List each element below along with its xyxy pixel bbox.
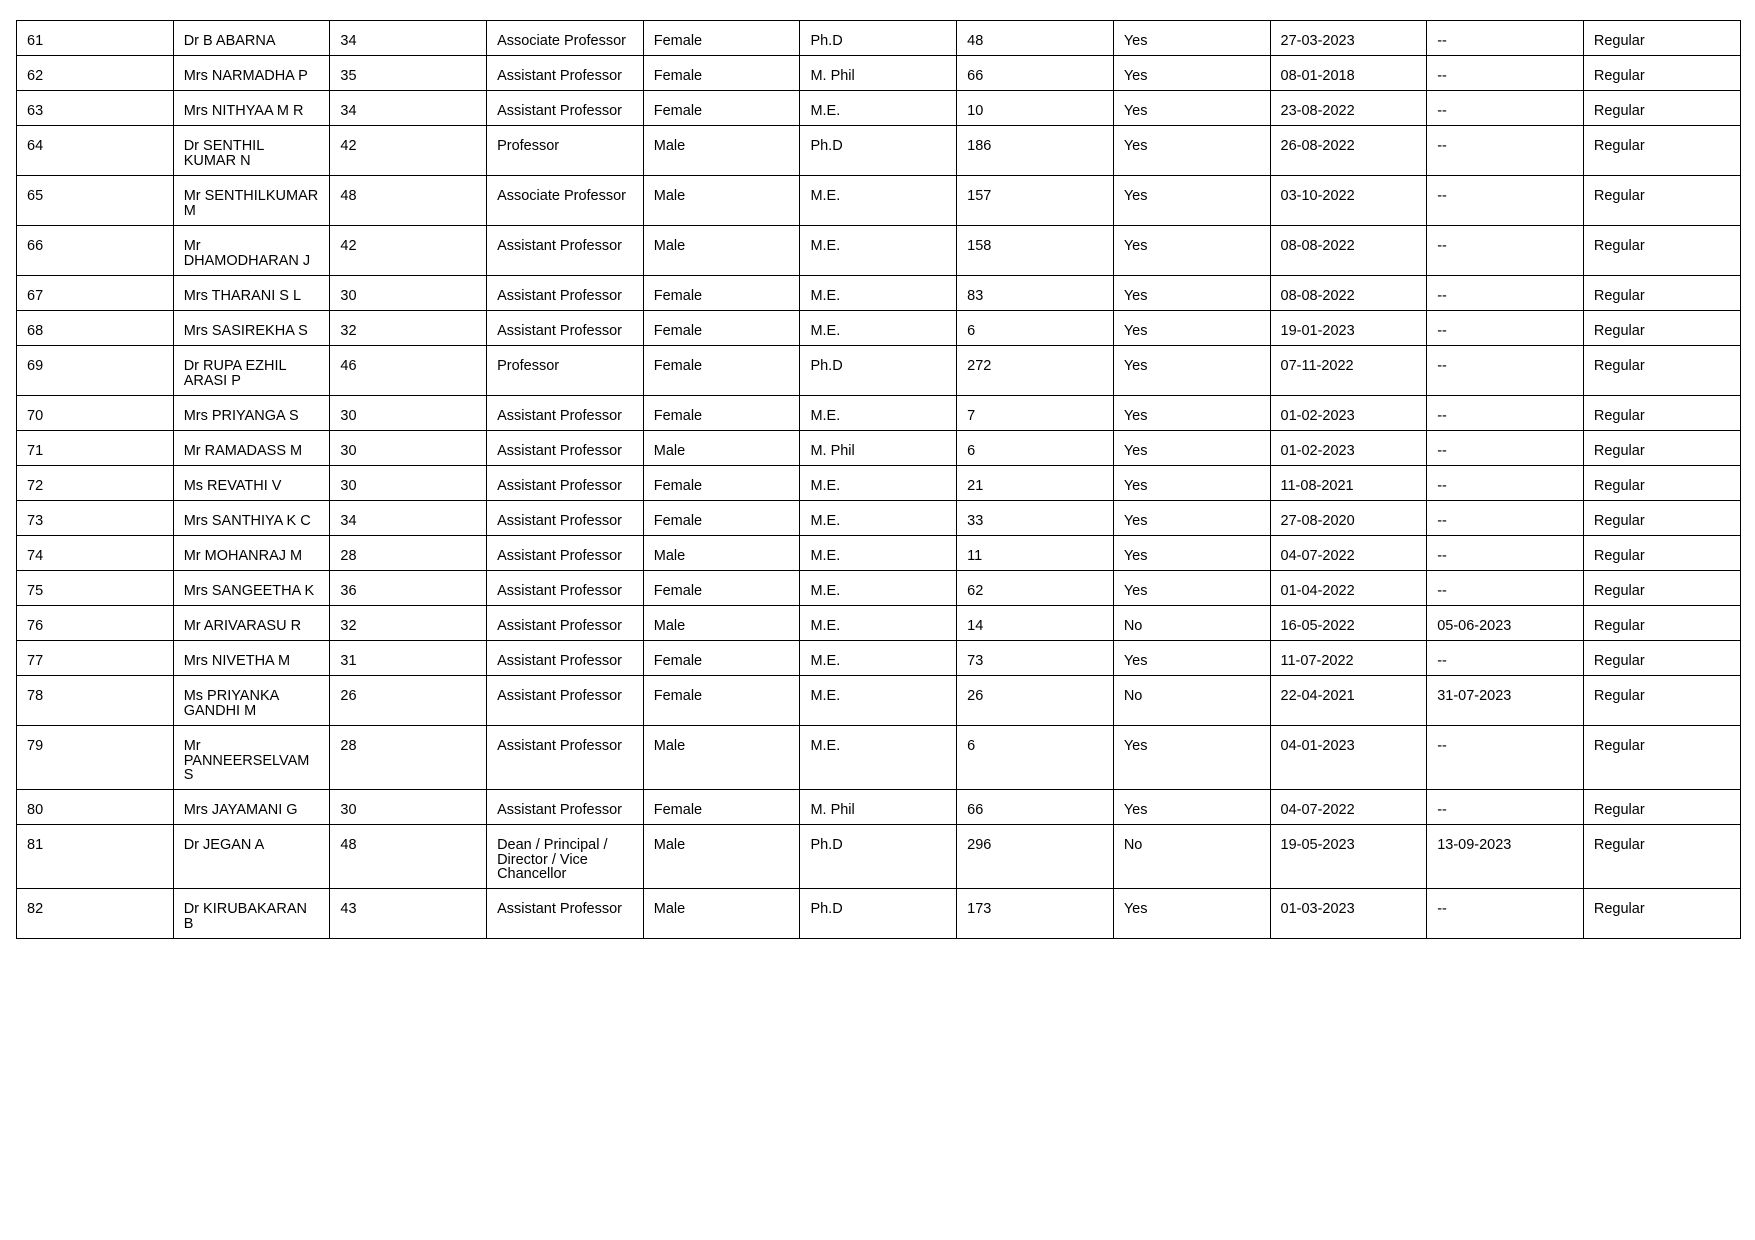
cell-currently-working: Yes	[1113, 501, 1270, 536]
cell-faculty-name: Dr JEGAN A	[173, 825, 330, 889]
cell-qualification: M. Phil	[800, 56, 957, 91]
cell-age: 43	[330, 889, 487, 939]
cell-designation: Associate Professor	[487, 21, 644, 56]
cell-age: 28	[330, 726, 487, 790]
cell-qualification: M.E.	[800, 466, 957, 501]
cell-serial-no: 62	[17, 56, 174, 91]
cell-joining-date: 08-08-2022	[1270, 226, 1427, 276]
table-row	[17, 536, 1741, 571]
cell-leaving-date: --	[1427, 176, 1584, 226]
cell-currently-working: Yes	[1113, 176, 1270, 226]
cell-designation: Assistant Professor	[487, 889, 644, 939]
cell-currently-working: Yes	[1113, 91, 1270, 126]
cell-experience-months: 10	[957, 91, 1114, 126]
cell-serial-no: 72	[17, 466, 174, 501]
cell-joining-date: 07-11-2022	[1270, 346, 1427, 396]
cell-experience-months: 7	[957, 396, 1114, 431]
cell-age: 48	[330, 176, 487, 226]
cell-currently-working: Yes	[1113, 641, 1270, 676]
cell-nature-of-association: Regular	[1583, 21, 1740, 56]
table-row	[17, 571, 1741, 606]
cell-qualification: M.E.	[800, 501, 957, 536]
cell-experience-months: 158	[957, 226, 1114, 276]
cell-age: 32	[330, 606, 487, 641]
cell-gender: Male	[643, 176, 800, 226]
cell-nature-of-association: Regular	[1583, 176, 1740, 226]
cell-gender: Female	[643, 21, 800, 56]
cell-gender: Female	[643, 676, 800, 726]
cell-faculty-name: Mr RAMADASS M	[173, 431, 330, 466]
cell-gender: Male	[643, 726, 800, 790]
cell-age: 36	[330, 571, 487, 606]
cell-experience-months: 33	[957, 501, 1114, 536]
cell-leaving-date: --	[1427, 126, 1584, 176]
cell-designation: Assistant Professor	[487, 571, 644, 606]
cell-faculty-name: Mrs SANTHIYA K C	[173, 501, 330, 536]
cell-designation: Assistant Professor	[487, 536, 644, 571]
cell-currently-working: Yes	[1113, 726, 1270, 790]
cell-leaving-date: --	[1427, 889, 1584, 939]
cell-designation: Assistant Professor	[487, 726, 644, 790]
cell-gender: Female	[643, 276, 800, 311]
cell-age: 34	[330, 21, 487, 56]
cell-serial-no: 68	[17, 311, 174, 346]
table-row	[17, 606, 1741, 641]
cell-gender: Female	[643, 466, 800, 501]
table-row	[17, 641, 1741, 676]
cell-serial-no: 64	[17, 126, 174, 176]
cell-gender: Female	[643, 571, 800, 606]
cell-leaving-date: --	[1427, 431, 1584, 466]
cell-gender: Female	[643, 56, 800, 91]
cell-nature-of-association: Regular	[1583, 126, 1740, 176]
cell-joining-date: 16-05-2022	[1270, 606, 1427, 641]
table-row	[17, 346, 1741, 396]
cell-faculty-name: Dr B ABARNA	[173, 21, 330, 56]
cell-joining-date: 11-08-2021	[1270, 466, 1427, 501]
cell-age: 35	[330, 56, 487, 91]
cell-age: 30	[330, 466, 487, 501]
table-row	[17, 431, 1741, 466]
cell-qualification: M.E.	[800, 276, 957, 311]
cell-experience-months: 66	[957, 56, 1114, 91]
cell-currently-working: Yes	[1113, 226, 1270, 276]
cell-serial-no: 66	[17, 226, 174, 276]
cell-joining-date: 04-01-2023	[1270, 726, 1427, 790]
cell-experience-months: 66	[957, 790, 1114, 825]
cell-qualification: Ph.D	[800, 825, 957, 889]
cell-nature-of-association: Regular	[1583, 889, 1740, 939]
cell-nature-of-association: Regular	[1583, 396, 1740, 431]
cell-leaving-date: --	[1427, 466, 1584, 501]
cell-age: 42	[330, 226, 487, 276]
cell-qualification: M. Phil	[800, 431, 957, 466]
cell-serial-no: 75	[17, 571, 174, 606]
cell-faculty-name: Mrs THARANI S L	[173, 276, 330, 311]
cell-age: 48	[330, 825, 487, 889]
cell-faculty-name: Mr DHAMODHARAN J	[173, 226, 330, 276]
cell-experience-months: 73	[957, 641, 1114, 676]
cell-designation: Assistant Professor	[487, 790, 644, 825]
cell-age: 42	[330, 126, 487, 176]
cell-joining-date: 01-02-2023	[1270, 396, 1427, 431]
cell-leaving-date: --	[1427, 641, 1584, 676]
cell-experience-months: 6	[957, 311, 1114, 346]
cell-age: 34	[330, 501, 487, 536]
cell-gender: Female	[643, 346, 800, 396]
cell-nature-of-association: Regular	[1583, 311, 1740, 346]
cell-designation: Assistant Professor	[487, 91, 644, 126]
cell-serial-no: 70	[17, 396, 174, 431]
cell-qualification: M.E.	[800, 606, 957, 641]
cell-faculty-name: Ms PRIYANKA GANDHI M	[173, 676, 330, 726]
cell-currently-working: Yes	[1113, 56, 1270, 91]
cell-nature-of-association: Regular	[1583, 571, 1740, 606]
cell-age: 28	[330, 536, 487, 571]
cell-serial-no: 67	[17, 276, 174, 311]
cell-experience-months: 296	[957, 825, 1114, 889]
cell-nature-of-association: Regular	[1583, 501, 1740, 536]
table-row	[17, 676, 1741, 726]
cell-joining-date: 01-02-2023	[1270, 431, 1427, 466]
cell-qualification: Ph.D	[800, 889, 957, 939]
cell-designation: Associate Professor	[487, 176, 644, 226]
cell-joining-date: 03-10-2022	[1270, 176, 1427, 226]
cell-nature-of-association: Regular	[1583, 606, 1740, 641]
cell-joining-date: 19-01-2023	[1270, 311, 1427, 346]
table-row	[17, 276, 1741, 311]
cell-serial-no: 82	[17, 889, 174, 939]
table-row	[17, 176, 1741, 226]
cell-experience-months: 6	[957, 431, 1114, 466]
cell-leaving-date: 05-06-2023	[1427, 606, 1584, 641]
cell-age: 30	[330, 790, 487, 825]
cell-currently-working: Yes	[1113, 126, 1270, 176]
cell-experience-months: 14	[957, 606, 1114, 641]
cell-experience-months: 26	[957, 676, 1114, 726]
table-row	[17, 91, 1741, 126]
cell-age: 32	[330, 311, 487, 346]
cell-faculty-name: Mrs SANGEETHA K	[173, 571, 330, 606]
cell-leaving-date: --	[1427, 346, 1584, 396]
cell-experience-months: 48	[957, 21, 1114, 56]
cell-gender: Female	[643, 501, 800, 536]
cell-designation: Assistant Professor	[487, 56, 644, 91]
cell-faculty-name: Mr PANNEERSELVAM S	[173, 726, 330, 790]
cell-age: 26	[330, 676, 487, 726]
cell-leaving-date: --	[1427, 311, 1584, 346]
cell-faculty-name: Mrs PRIYANGA S	[173, 396, 330, 431]
cell-gender: Female	[643, 641, 800, 676]
cell-joining-date: 23-08-2022	[1270, 91, 1427, 126]
cell-qualification: M.E.	[800, 176, 957, 226]
cell-serial-no: 61	[17, 21, 174, 56]
cell-nature-of-association: Regular	[1583, 641, 1740, 676]
cell-serial-no: 78	[17, 676, 174, 726]
faculty-table	[16, 20, 1741, 939]
table-row	[17, 501, 1741, 536]
cell-nature-of-association: Regular	[1583, 226, 1740, 276]
cell-nature-of-association: Regular	[1583, 676, 1740, 726]
cell-qualification: M.E.	[800, 676, 957, 726]
cell-experience-months: 173	[957, 889, 1114, 939]
cell-leaving-date: --	[1427, 501, 1584, 536]
cell-faculty-name: Ms REVATHI V	[173, 466, 330, 501]
cell-serial-no: 77	[17, 641, 174, 676]
cell-age: 30	[330, 396, 487, 431]
cell-leaving-date: --	[1427, 21, 1584, 56]
cell-serial-no: 79	[17, 726, 174, 790]
cell-designation: Assistant Professor	[487, 311, 644, 346]
cell-joining-date: 04-07-2022	[1270, 790, 1427, 825]
cell-qualification: M.E.	[800, 641, 957, 676]
cell-currently-working: Yes	[1113, 276, 1270, 311]
cell-faculty-name: Mr MOHANRAJ M	[173, 536, 330, 571]
cell-serial-no: 74	[17, 536, 174, 571]
cell-currently-working: Yes	[1113, 396, 1270, 431]
cell-faculty-name: Mr ARIVARASU R	[173, 606, 330, 641]
cell-designation: Dean / Principal / Director / Vice Chancellor	[487, 825, 644, 889]
cell-currently-working: Yes	[1113, 889, 1270, 939]
cell-age: 34	[330, 91, 487, 126]
cell-currently-working: Yes	[1113, 346, 1270, 396]
cell-gender: Male	[643, 226, 800, 276]
cell-experience-months: 62	[957, 571, 1114, 606]
cell-joining-date: 01-04-2022	[1270, 571, 1427, 606]
table-row	[17, 726, 1741, 790]
cell-joining-date: 22-04-2021	[1270, 676, 1427, 726]
cell-serial-no: 63	[17, 91, 174, 126]
cell-currently-working: Yes	[1113, 311, 1270, 346]
cell-currently-working: Yes	[1113, 790, 1270, 825]
cell-faculty-name: Mrs SASIREKHA S	[173, 311, 330, 346]
cell-currently-working: Yes	[1113, 431, 1270, 466]
cell-faculty-name: Mrs NITHYAA M R	[173, 91, 330, 126]
cell-joining-date: 04-07-2022	[1270, 536, 1427, 571]
table-row	[17, 21, 1741, 56]
cell-faculty-name: Mrs NIVETHA M	[173, 641, 330, 676]
cell-designation: Professor	[487, 346, 644, 396]
cell-designation: Assistant Professor	[487, 226, 644, 276]
cell-serial-no: 80	[17, 790, 174, 825]
table-row	[17, 889, 1741, 939]
cell-experience-months: 11	[957, 536, 1114, 571]
cell-faculty-name: Mrs NARMADHA P	[173, 56, 330, 91]
table-row	[17, 825, 1741, 889]
cell-gender: Male	[643, 431, 800, 466]
cell-nature-of-association: Regular	[1583, 276, 1740, 311]
cell-gender: Male	[643, 126, 800, 176]
cell-designation: Assistant Professor	[487, 641, 644, 676]
cell-age: 30	[330, 276, 487, 311]
cell-gender: Male	[643, 606, 800, 641]
cell-serial-no: 65	[17, 176, 174, 226]
cell-nature-of-association: Regular	[1583, 91, 1740, 126]
cell-experience-months: 83	[957, 276, 1114, 311]
table-row	[17, 56, 1741, 91]
cell-nature-of-association: Regular	[1583, 431, 1740, 466]
cell-currently-working: Yes	[1113, 466, 1270, 501]
cell-experience-months: 186	[957, 126, 1114, 176]
cell-leaving-date: --	[1427, 536, 1584, 571]
cell-nature-of-association: Regular	[1583, 790, 1740, 825]
cell-currently-working: Yes	[1113, 21, 1270, 56]
cell-qualification: Ph.D	[800, 346, 957, 396]
cell-qualification: M. Phil	[800, 790, 957, 825]
table-row	[17, 311, 1741, 346]
cell-serial-no: 71	[17, 431, 174, 466]
cell-faculty-name: Dr KIRUBAKARAN B	[173, 889, 330, 939]
cell-currently-working: Yes	[1113, 536, 1270, 571]
cell-designation: Assistant Professor	[487, 466, 644, 501]
cell-gender: Male	[643, 889, 800, 939]
cell-nature-of-association: Regular	[1583, 466, 1740, 501]
cell-designation: Professor	[487, 126, 644, 176]
cell-serial-no: 69	[17, 346, 174, 396]
cell-joining-date: 01-03-2023	[1270, 889, 1427, 939]
cell-leaving-date: --	[1427, 91, 1584, 126]
cell-currently-working: No	[1113, 676, 1270, 726]
cell-qualification: Ph.D	[800, 21, 957, 56]
cell-designation: Assistant Professor	[487, 501, 644, 536]
faculty-table-body	[17, 21, 1741, 939]
cell-leaving-date: 31-07-2023	[1427, 676, 1584, 726]
table-row	[17, 226, 1741, 276]
cell-faculty-name: Mrs JAYAMANI G	[173, 790, 330, 825]
cell-leaving-date: --	[1427, 790, 1584, 825]
table-row	[17, 466, 1741, 501]
cell-nature-of-association: Regular	[1583, 536, 1740, 571]
cell-gender: Male	[643, 825, 800, 889]
table-row	[17, 790, 1741, 825]
cell-leaving-date: --	[1427, 571, 1584, 606]
table-row	[17, 396, 1741, 431]
cell-qualification: M.E.	[800, 726, 957, 790]
cell-qualification: M.E.	[800, 91, 957, 126]
cell-designation: Assistant Professor	[487, 431, 644, 466]
cell-nature-of-association: Regular	[1583, 726, 1740, 790]
cell-serial-no: 81	[17, 825, 174, 889]
cell-faculty-name: Mr SENTHILKUMAR M	[173, 176, 330, 226]
cell-leaving-date: --	[1427, 226, 1584, 276]
cell-gender: Male	[643, 536, 800, 571]
cell-leaving-date: --	[1427, 56, 1584, 91]
table-row	[17, 126, 1741, 176]
cell-faculty-name: Dr RUPA EZHIL ARASI P	[173, 346, 330, 396]
cell-experience-months: 157	[957, 176, 1114, 226]
cell-joining-date: 08-08-2022	[1270, 276, 1427, 311]
cell-designation: Assistant Professor	[487, 676, 644, 726]
cell-qualification: Ph.D	[800, 126, 957, 176]
cell-gender: Female	[643, 396, 800, 431]
cell-currently-working: No	[1113, 606, 1270, 641]
cell-serial-no: 73	[17, 501, 174, 536]
cell-joining-date: 19-05-2023	[1270, 825, 1427, 889]
cell-qualification: M.E.	[800, 536, 957, 571]
cell-age: 30	[330, 431, 487, 466]
cell-qualification: M.E.	[800, 571, 957, 606]
cell-age: 46	[330, 346, 487, 396]
cell-joining-date: 27-03-2023	[1270, 21, 1427, 56]
cell-nature-of-association: Regular	[1583, 346, 1740, 396]
cell-experience-months: 6	[957, 726, 1114, 790]
cell-gender: Female	[643, 790, 800, 825]
cell-joining-date: 27-08-2020	[1270, 501, 1427, 536]
cell-designation: Assistant Professor	[487, 396, 644, 431]
cell-leaving-date: --	[1427, 726, 1584, 790]
cell-nature-of-association: Regular	[1583, 56, 1740, 91]
cell-faculty-name: Dr SENTHIL KUMAR N	[173, 126, 330, 176]
cell-currently-working: No	[1113, 825, 1270, 889]
cell-joining-date: 08-01-2018	[1270, 56, 1427, 91]
cell-qualification: M.E.	[800, 311, 957, 346]
cell-gender: Female	[643, 91, 800, 126]
cell-qualification: M.E.	[800, 226, 957, 276]
cell-experience-months: 272	[957, 346, 1114, 396]
cell-designation: Assistant Professor	[487, 606, 644, 641]
cell-leaving-date: 13-09-2023	[1427, 825, 1584, 889]
cell-age: 31	[330, 641, 487, 676]
cell-currently-working: Yes	[1113, 571, 1270, 606]
cell-joining-date: 26-08-2022	[1270, 126, 1427, 176]
cell-nature-of-association: Regular	[1583, 825, 1740, 889]
cell-gender: Female	[643, 311, 800, 346]
cell-qualification: M.E.	[800, 396, 957, 431]
cell-leaving-date: --	[1427, 396, 1584, 431]
cell-leaving-date: --	[1427, 276, 1584, 311]
cell-experience-months: 21	[957, 466, 1114, 501]
cell-serial-no: 76	[17, 606, 174, 641]
cell-joining-date: 11-07-2022	[1270, 641, 1427, 676]
cell-designation: Assistant Professor	[487, 276, 644, 311]
